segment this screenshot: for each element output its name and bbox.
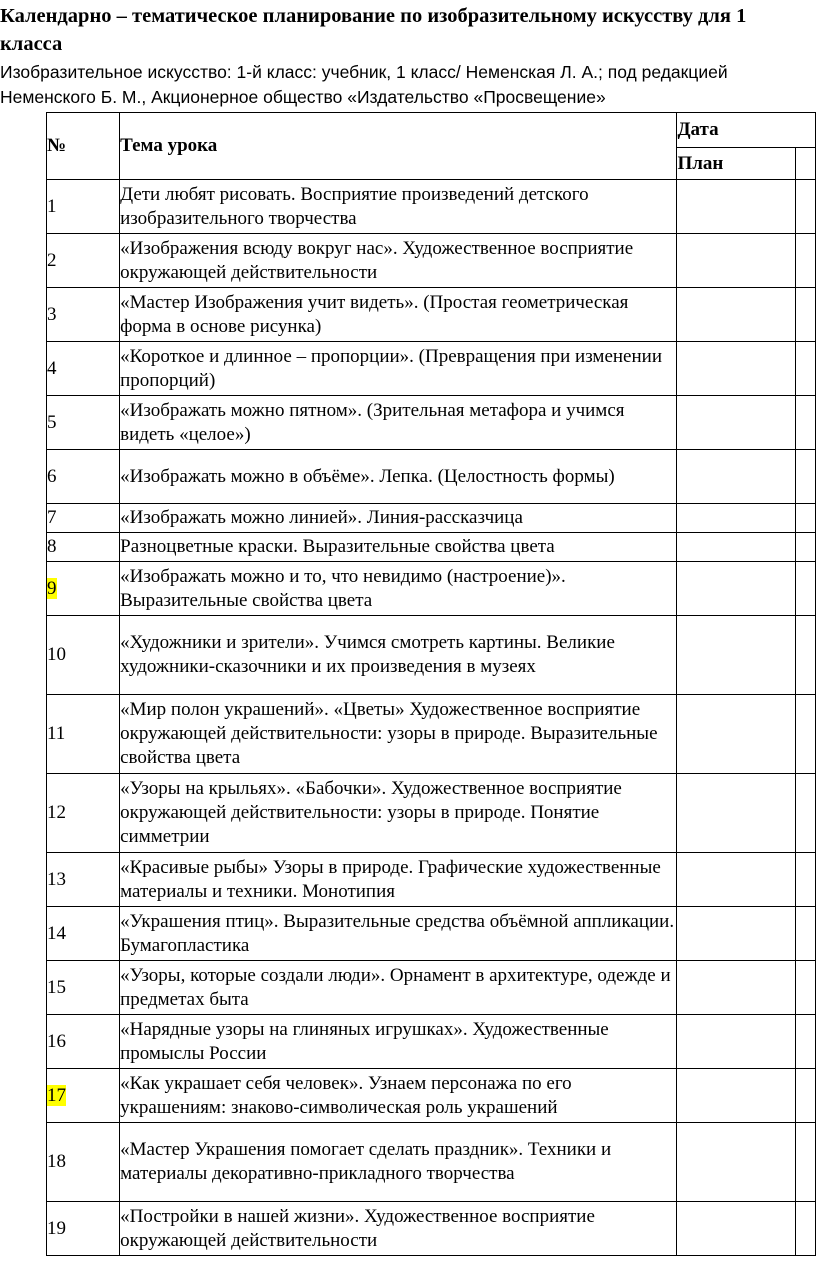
header-date: Дата — [677, 113, 816, 148]
lesson-number-cell — [47, 853, 120, 907]
table-row — [47, 616, 816, 695]
lesson-number-cell — [47, 342, 120, 396]
lesson-topic: Дети любят рисовать. Восприятие произведений детского изобразительного творчества — [120, 180, 677, 234]
lesson-number-cell — [47, 961, 120, 1015]
lesson-topic: «Нарядные узоры на глиняных игрушках». Художественные промыслы России — [120, 1015, 677, 1069]
lesson-number-cell — [47, 533, 120, 562]
plan-date-cell — [677, 396, 796, 450]
plan-date-cell — [677, 180, 796, 234]
header-topic: Тема урока — [120, 113, 677, 180]
lesson-number: 4 — [47, 357, 57, 379]
lesson-number: 8 — [47, 536, 57, 557]
fact-date-cell — [796, 616, 816, 695]
fact-date-cell — [796, 504, 816, 533]
lesson-number-cell — [47, 180, 120, 234]
lesson-number: 16 — [47, 1030, 66, 1052]
plan-date-cell — [677, 562, 796, 616]
lesson-topic: Разноцветные краски. Выразительные свойства цвета — [120, 533, 677, 562]
fact-date-cell — [796, 1069, 816, 1123]
fact-date-cell — [796, 695, 816, 774]
table-row — [47, 396, 816, 450]
table-row — [47, 1069, 816, 1123]
plan-date-cell — [677, 1015, 796, 1069]
lesson-number-cell — [47, 450, 120, 504]
lesson-topic: «Украшения птиц». Выразительные средства объёмной аппликации. Бумагопластика — [120, 907, 677, 961]
lesson-number: 2 — [47, 249, 57, 271]
lesson-topic: «Изображать можно пятном». (Зрительная метафора и учимся видеть «целое») — [120, 396, 677, 450]
table-row — [47, 288, 816, 342]
lesson-topic: «Художники и зрители». Учимся смотреть картины. Великие художники-сказочники и их произведения в музеях — [120, 616, 677, 695]
lesson-number: 11 — [47, 723, 66, 744]
lesson-number-cell — [47, 1123, 120, 1202]
fact-date-cell — [796, 907, 816, 961]
lesson-number: 1 — [47, 195, 57, 217]
lesson-number: 12 — [47, 802, 66, 823]
lesson-topic: «Мастер Изображения учит видеть». (Простая геометрическая форма в основе рисунка) — [120, 288, 677, 342]
fact-date-cell — [796, 450, 816, 504]
lesson-number-cell — [47, 774, 120, 853]
table-row — [47, 853, 816, 907]
header-number: № — [47, 113, 120, 180]
lesson-number: 14 — [47, 922, 66, 944]
lesson-number: 6 — [47, 465, 57, 487]
document-subtitle: Изобразительное искусство: 1-й класс: учебник, 1 класс/ Неменская Л. А.; под редакцией Неменского Б. М., Акционерное общество «Издательство «Просвещение» — [0, 62, 728, 107]
lesson-number: 3 — [47, 303, 57, 325]
lesson-number-cell — [47, 504, 120, 533]
table-row — [47, 1015, 816, 1069]
header-plan: План — [677, 148, 796, 180]
fact-date-cell — [796, 774, 816, 853]
plan-date-cell — [677, 853, 796, 907]
table-row — [47, 342, 816, 396]
lesson-number-cell — [47, 1069, 120, 1123]
table-row — [47, 533, 816, 562]
fact-date-cell — [796, 234, 816, 288]
table-row — [47, 562, 816, 616]
plan-date-cell — [677, 1123, 796, 1202]
table-row — [47, 1202, 816, 1256]
fact-date-cell — [796, 1202, 816, 1256]
fact-date-cell — [796, 288, 816, 342]
document-title: Календарно – тематическое планирование по изобразительному искусству для 1 класса — [0, 5, 747, 55]
fact-date-cell — [796, 1015, 816, 1069]
plan-date-cell — [677, 533, 796, 562]
lesson-rows — [47, 180, 816, 1256]
table-row — [47, 450, 816, 504]
lesson-plan-table — [46, 112, 816, 1256]
lesson-topic: «Узоры, которые создали люди». Орнамент в архитектуре, одежде и предметах быта — [120, 961, 677, 1015]
lesson-topic: «Как украшает себя человек». Узнаем персонажа по его украшениям: знаково-символическая роль украшений — [120, 1069, 677, 1123]
lesson-number-cell — [47, 234, 120, 288]
plan-date-cell — [677, 504, 796, 533]
table-row — [47, 180, 816, 234]
lesson-topic: «Узоры на крыльях». «Бабочки». Художественное восприятие окружающей действительности: узоры в природе. Понятие симметрии — [120, 774, 677, 853]
lesson-number: 15 — [47, 976, 66, 998]
fact-date-cell — [796, 853, 816, 907]
lesson-topic: «Изображения всюду вокруг нас». Художественное восприятие окружающей действительности — [120, 234, 677, 288]
lesson-topic: «Изображать можно линией». Линия-рассказчица — [120, 504, 677, 533]
lesson-topic: «Красивые рыбы» Узоры в природе. Графические художественные материалы и техники. Монотипия — [120, 853, 677, 907]
lesson-number: 18 — [47, 1151, 66, 1172]
fact-date-cell — [796, 396, 816, 450]
lesson-number: 5 — [47, 411, 57, 433]
plan-date-cell — [677, 616, 796, 695]
lesson-topic: «Изображать можно и то, что невидимо (настроение)». Выразительные свойства цвета — [120, 562, 677, 616]
table-row — [47, 774, 816, 853]
plan-date-cell — [677, 907, 796, 961]
table-row — [47, 695, 816, 774]
lesson-number: 10 — [47, 644, 66, 665]
table-row — [47, 961, 816, 1015]
table-row — [47, 1123, 816, 1202]
lesson-topic: «Мир полон украшений». «Цветы» Художественное восприятие окружающей действительности: узоры в природе. Выразительные свойства цвета — [120, 695, 677, 774]
lesson-topic: «Мастер Украшения помогает сделать праздник». Техники и материалы декоративно-прикладного творчества — [120, 1123, 677, 1202]
header-fact-cell — [796, 148, 816, 180]
plan-date-cell — [677, 342, 796, 396]
plan-date-cell — [677, 774, 796, 853]
plan-date-cell — [677, 961, 796, 1015]
fact-date-cell — [796, 342, 816, 396]
lesson-number-cell — [47, 562, 120, 616]
plan-date-cell — [677, 1202, 796, 1256]
fact-date-cell — [796, 562, 816, 616]
lesson-topic: «Постройки в нашей жизни». Художественное восприятие окружающей действительности — [120, 1202, 677, 1256]
lesson-number-cell — [47, 396, 120, 450]
lesson-topic: «Изображать можно в объёме». Лепка. (Целостность формы) — [120, 450, 677, 504]
lesson-number-cell — [47, 1202, 120, 1256]
lesson-number-cell — [47, 616, 120, 695]
lesson-number: 9 — [47, 577, 57, 599]
table-row — [47, 504, 816, 533]
fact-date-cell — [796, 1123, 816, 1202]
plan-date-cell — [677, 234, 796, 288]
lesson-number-cell — [47, 695, 120, 774]
lesson-number: 7 — [47, 507, 57, 528]
lesson-number: 13 — [47, 868, 66, 890]
lesson-topic: «Короткое и длинное – пропорции». (Превращения при изменении пропорций) — [120, 342, 677, 396]
lesson-number-cell — [47, 288, 120, 342]
lesson-number-cell — [47, 907, 120, 961]
plan-date-cell — [677, 695, 796, 774]
table-row — [47, 234, 816, 288]
plan-date-cell — [677, 288, 796, 342]
lesson-number-cell — [47, 1015, 120, 1069]
lesson-number: 19 — [47, 1217, 66, 1239]
plan-date-cell — [677, 1069, 796, 1123]
plan-date-cell — [677, 450, 796, 504]
fact-date-cell — [796, 961, 816, 1015]
fact-date-cell — [796, 533, 816, 562]
fact-date-cell — [796, 180, 816, 234]
lesson-number: 17 — [47, 1084, 66, 1106]
table-row — [47, 907, 816, 961]
